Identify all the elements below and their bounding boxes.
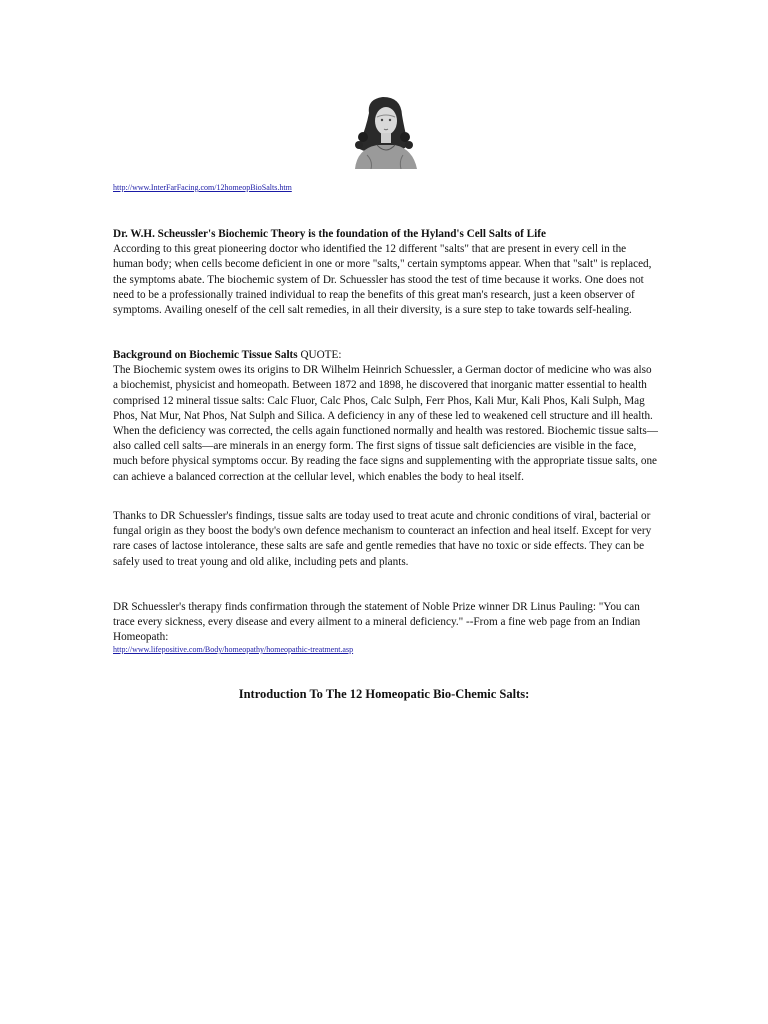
scheussler-body: According to this great pioneering doctor who identified the 12 different "salts" that are present in every cell in the human body; when cells become deficient in one or more "salts," certain symptoms appear. When that "salt" is replaced, the symptoms abate. The biochemic system of Dr. Schuessler has stood the test of time because it works. One does not need to be a professionally trained individual to reap the benefits of this great man's research, just a keen observer of symptoms. Availing oneself of the cell salt remedies, in all their diversity, is a sure step to take towards self-healing. (113, 243, 652, 317)
scheussler-section (113, 227, 658, 318)
quote-label: QUOTE: (297, 349, 342, 361)
background-heading: Background on Biochemic Tissue Salts (113, 349, 298, 361)
scheussler-heading: Dr. W.H. Scheussler's Biochemic Theory is the foundation of the Hyland's Cell Salts of Life (113, 228, 546, 240)
thanks-body: Thanks to DR Schuessler's findings, tissue salts are today used to treat acute and chronic conditions of viral, bacterial or fungal origin as they boost the body's own defence mechanism to counteract an infection and heal itself. Except for very rare cases of lactose intolerance, these salts are safe and gentle remedies that have no toxic or side effects. They can be safely used to treat young and old alike, including pets and plants. (113, 510, 652, 568)
therapy-body: DR Schuessler's therapy finds confirmation through the statement of Noble Prize winner DR Linus Pauling: "You can trace every sickness, every disease and every ailment to a mineral deficiency." --From a fine web page from an Indian Homeopath: (113, 601, 641, 644)
source-url-link[interactable]: http://www.InterFarFacing.com/12homeopBioSalts.htm (113, 183, 292, 192)
intro-heading: Introduction To The 12 Homeopatic Bio-Chemic Salts: (238, 687, 530, 701)
thanks-paragraph (113, 509, 658, 570)
homeopath-page-link[interactable]: http://www.lifepositive.com/Body/homeopathy/homeopathic-treatment.asp (113, 645, 354, 654)
background-body: The Biochemic system owes its origins to DR Wilhelm Heinrich Schuessler, a German doctor of medicine who was also a biochemist, physicist and homeopath. Between 1872 and 1898, he discovered that inorganic matter essential to health comprised 12 mineral tissue salts: Calc Fluor, Calc Phos, Calc Sulph, Ferr Phos, Kali Mur, Kali Phos, Kali Sulph, Mag Phos, Nat Mur, Nat Phos, Nat Sulph and Silica. A deficiency in any of these led to weakened cell structure and ill health. When the deficiency was corrected, the cells again functioned normally and health was restored. Biochemic tissue salts—also called cell salts—are minerals in an energy form. The first signs of tissue salt deficiencies are visible in the face, much before physical symptoms occur. By reading the face signs and supplementing with the appropriate tissue salts, one can achieve a balanced correction at the cellular level, which enables the body to heal itself. (113, 364, 658, 483)
background-section (113, 348, 658, 485)
therapy-paragraph (113, 600, 658, 646)
woman-portrait-icon (347, 93, 421, 169)
